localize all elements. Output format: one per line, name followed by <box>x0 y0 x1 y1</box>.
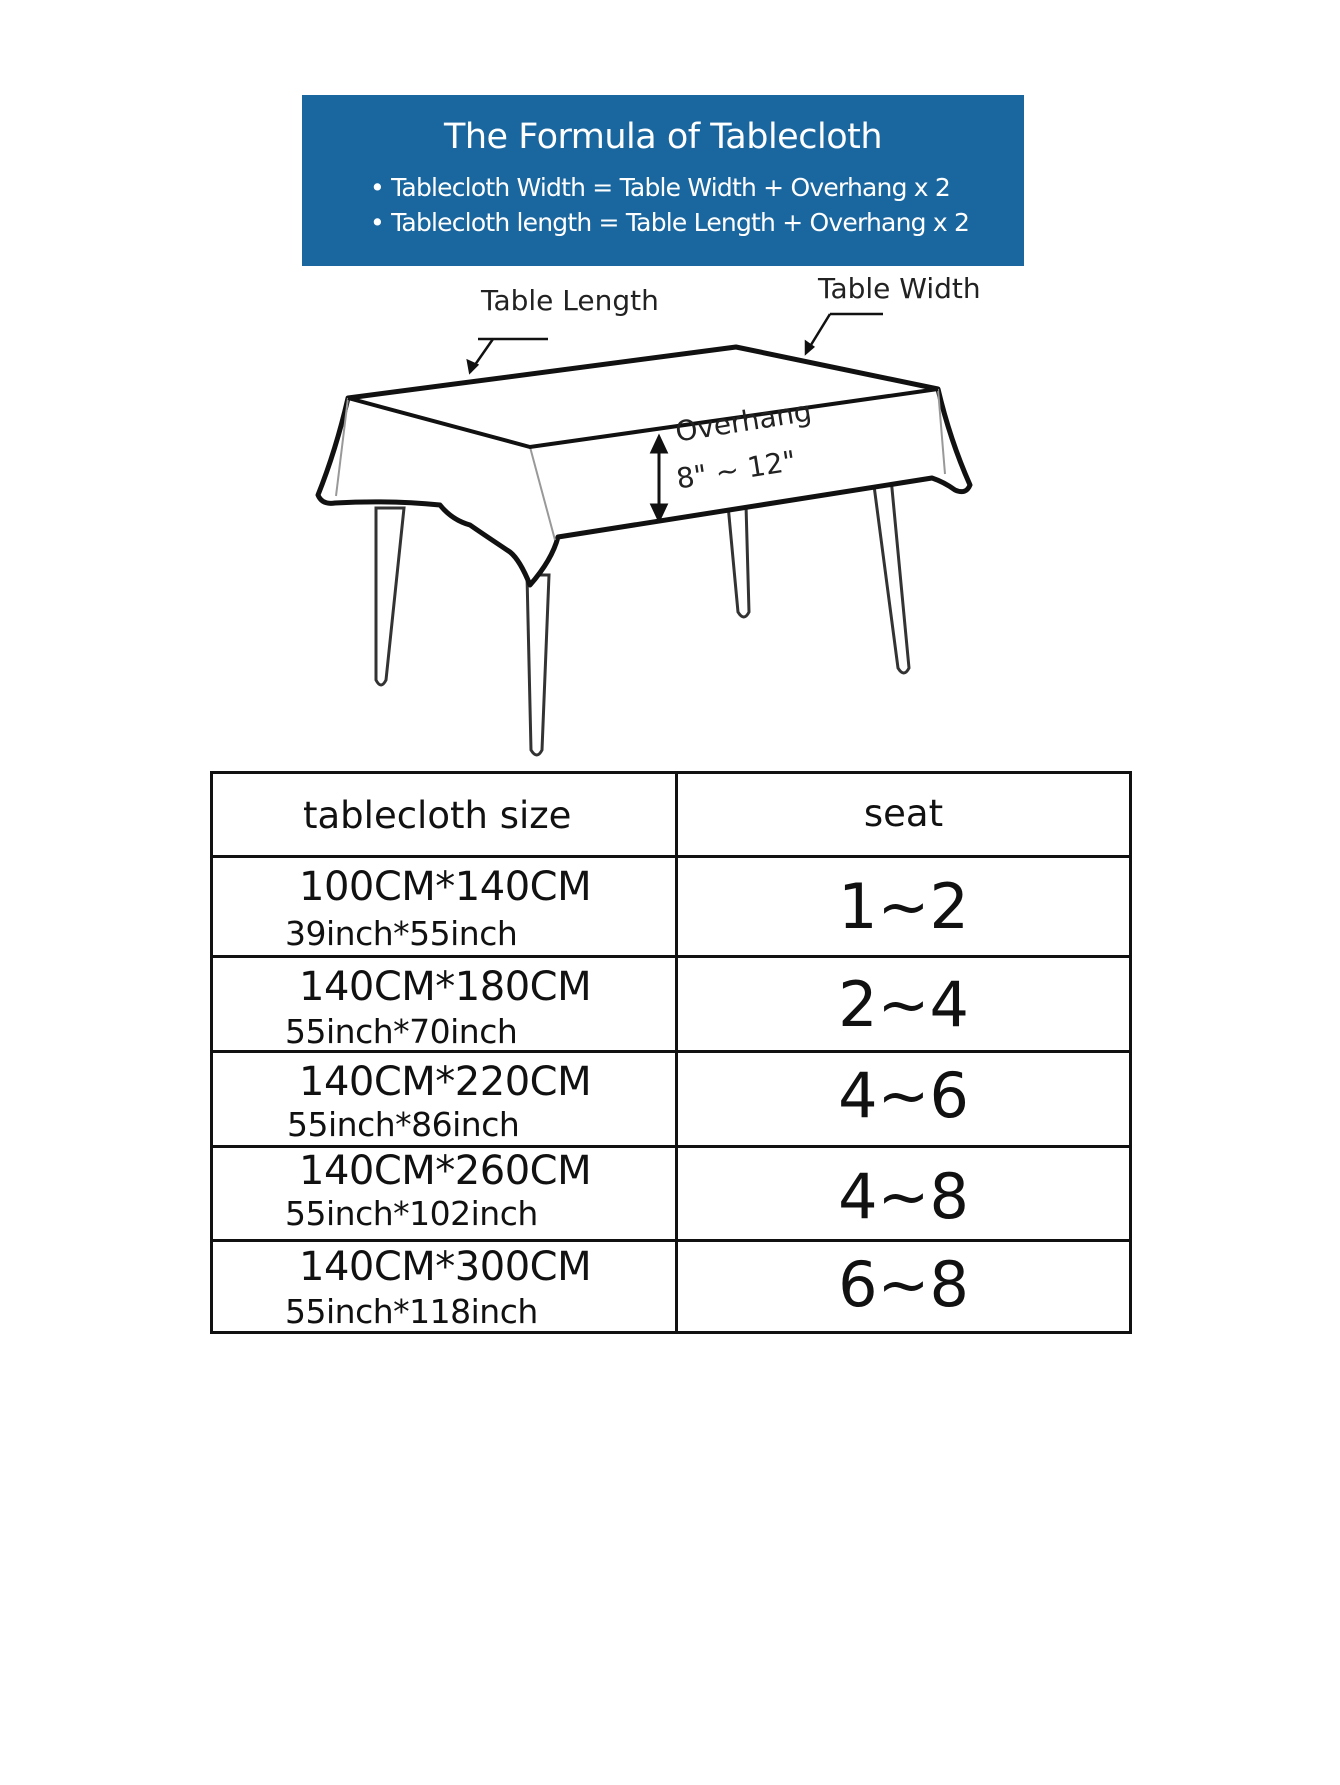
overhang-label: Overhang <box>673 394 814 449</box>
size-inch: 55inch*118inch <box>285 1292 538 1331</box>
table-row <box>213 1242 1129 1334</box>
size-cm: 140CM*220CM <box>299 1059 592 1105</box>
table-diagram <box>0 270 1340 774</box>
table-header-row <box>213 774 1129 858</box>
header-seat: seat <box>863 792 944 835</box>
size-table <box>210 771 1132 1334</box>
formula-width: • Tablecloth Width = Table Width + Overhang x 2 <box>370 173 951 202</box>
seat-count: 1~2 <box>838 870 969 943</box>
size-cm: 140CM*260CM <box>299 1148 592 1194</box>
tablecloth-shape <box>318 347 970 585</box>
table-row <box>213 858 1129 958</box>
size-cm: 100CM*140CM <box>299 864 592 910</box>
table-row <box>213 1148 1129 1242</box>
table-width-label: Table Width <box>818 272 981 305</box>
size-cm: 140CM*180CM <box>299 964 592 1010</box>
size-inch: 55inch*70inch <box>285 1012 518 1051</box>
table-row <box>213 1053 1129 1148</box>
banner-title: The Formula of Tablecloth <box>443 117 883 157</box>
seat-count: 6~8 <box>838 1248 969 1321</box>
leg-front-right <box>873 478 909 673</box>
size-inch: 39inch*55inch <box>285 914 518 953</box>
leg-back-middle <box>728 505 749 617</box>
seat-count: 4~6 <box>838 1059 969 1132</box>
seat-count: 4~8 <box>838 1160 969 1233</box>
table-row <box>213 958 1129 1053</box>
header-size: tablecloth size <box>303 794 572 837</box>
size-inch: 55inch*86inch <box>287 1105 520 1144</box>
leg-back-left <box>376 508 404 685</box>
seat-count: 2~4 <box>838 968 969 1041</box>
overhang-value: 8" ~ 12" <box>674 444 799 496</box>
table-length-label: Table Length <box>481 284 659 317</box>
size-inch: 55inch*102inch <box>285 1194 538 1233</box>
formula-banner <box>302 95 1024 266</box>
leg-front-left <box>527 575 549 755</box>
tablecloth-illustration <box>0 270 1340 770</box>
size-cm: 140CM*300CM <box>299 1244 592 1290</box>
formula-length: • Tablecloth length = Table Length + Overhang x 2 <box>370 208 970 237</box>
